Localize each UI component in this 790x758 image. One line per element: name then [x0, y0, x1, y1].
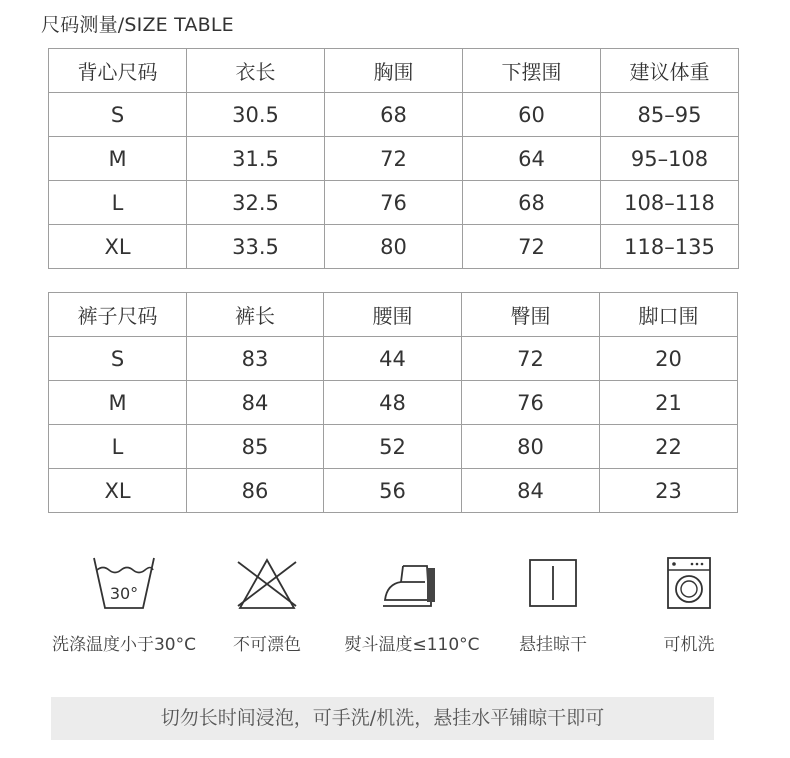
table-cell: 60	[463, 93, 601, 137]
table-cell: 32.5	[187, 181, 325, 225]
wash-temp-text: 30°	[109, 584, 139, 603]
table-cell: 68	[325, 93, 463, 137]
care-label: 熨斗温度≤110°C	[344, 635, 480, 655]
table-cell: 76	[325, 181, 463, 225]
table-cell: S	[49, 337, 187, 381]
table-row	[49, 225, 739, 269]
care-label: 悬挂晾干	[519, 635, 587, 655]
table-cell: XL	[49, 469, 187, 513]
page-title: 尺码测量/SIZE TABLE	[41, 14, 234, 36]
header-cell: 背心尺码	[49, 49, 187, 93]
table-cell: 23	[600, 469, 738, 513]
table-cell: 68	[463, 181, 601, 225]
table-cell: 83	[187, 337, 324, 381]
table-cell: 22	[600, 425, 738, 469]
care-iron	[332, 548, 492, 655]
table-cell: 85	[187, 425, 324, 469]
table-cell: 56	[324, 469, 462, 513]
iron-icon	[377, 548, 447, 612]
table-row	[49, 337, 738, 381]
care-label: 可机洗	[663, 635, 715, 655]
wash-30-icon	[89, 548, 159, 612]
table-cell: 20	[600, 337, 738, 381]
table-cell: 76	[462, 381, 600, 425]
vest-size-table	[48, 48, 739, 269]
pants-size-table	[48, 292, 738, 513]
header-cell: 臀围	[462, 293, 600, 337]
table-cell: 95–108	[601, 137, 739, 181]
table-row	[49, 137, 739, 181]
machine-wash-icon	[654, 548, 724, 612]
table-row	[49, 381, 738, 425]
table-cell: M	[49, 137, 187, 181]
care-note-banner: 切勿长时间浸泡，可手洗/机洗，悬挂水平铺晾干即可	[51, 697, 714, 740]
table-cell: 30.5	[187, 93, 325, 137]
header-cell: 裤长	[187, 293, 324, 337]
table-cell: 21	[600, 381, 738, 425]
table-cell: 118–135	[601, 225, 739, 269]
care-label: 不可漂色	[233, 635, 301, 655]
table-cell: 85–95	[601, 93, 739, 137]
table-cell: L	[49, 181, 187, 225]
hang-dry-icon	[518, 548, 588, 612]
header-cell: 腰围	[324, 293, 462, 337]
no-bleach-icon	[232, 548, 302, 612]
table-cell: 80	[325, 225, 463, 269]
header-cell: 衣长	[187, 49, 325, 93]
table-cell: M	[49, 381, 187, 425]
table-cell: S	[49, 93, 187, 137]
table-cell: 84	[462, 469, 600, 513]
care-label: 洗涤温度小于30°C	[51, 635, 196, 655]
table-cell: 72	[462, 337, 600, 381]
table-cell: 48	[324, 381, 462, 425]
table-cell: XL	[49, 225, 187, 269]
table-row	[49, 93, 739, 137]
care-machine-wash	[609, 548, 769, 655]
table-cell: 52	[324, 425, 462, 469]
table-cell: 80	[462, 425, 600, 469]
table-cell: 31.5	[187, 137, 325, 181]
header-cell: 建议体重	[601, 49, 739, 93]
table-cell: 33.5	[187, 225, 325, 269]
table-cell: 86	[187, 469, 324, 513]
table-cell: 44	[324, 337, 462, 381]
table-cell: 108–118	[601, 181, 739, 225]
table-cell: L	[49, 425, 187, 469]
table-cell: 84	[187, 381, 324, 425]
header-cell: 下摆围	[463, 49, 601, 93]
table-row	[49, 469, 738, 513]
care-wash-30	[44, 548, 204, 655]
header-cell: 胸围	[325, 49, 463, 93]
header-cell: 裤子尺码	[49, 293, 187, 337]
table-cell: 72	[325, 137, 463, 181]
care-no-bleach	[187, 548, 347, 655]
table-cell: 72	[463, 225, 601, 269]
table-header-row	[49, 293, 738, 337]
table-row	[49, 181, 739, 225]
table-header-row	[49, 49, 739, 93]
header-cell: 脚口围	[600, 293, 738, 337]
table-row	[49, 425, 738, 469]
table-cell: 64	[463, 137, 601, 181]
